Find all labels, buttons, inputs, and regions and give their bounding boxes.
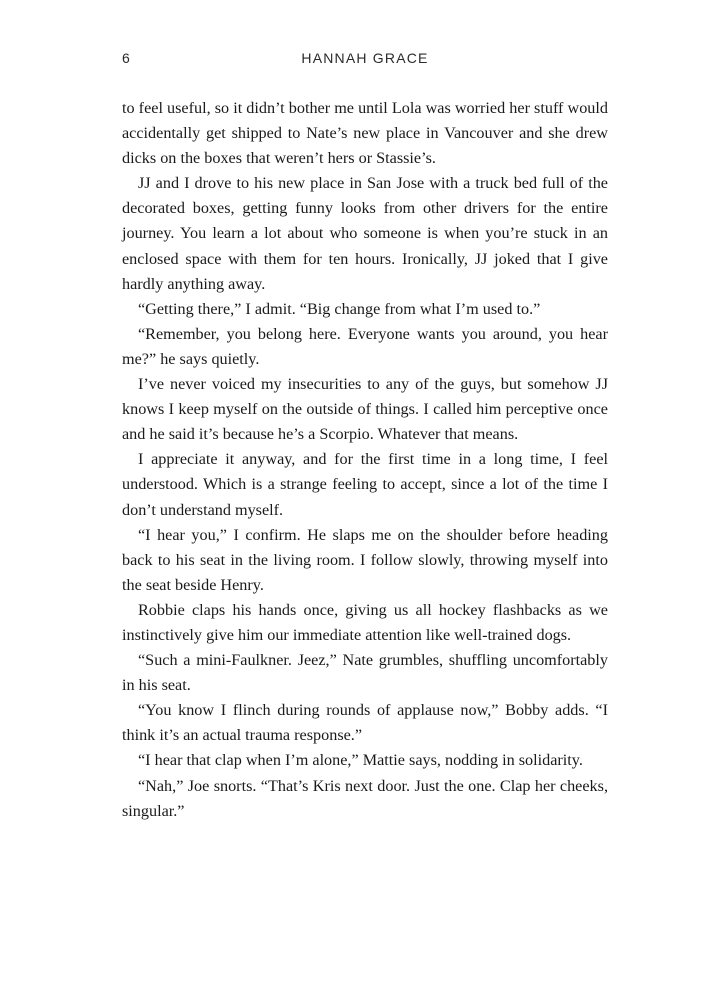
running-head-author: HANNAH GRACE <box>301 50 429 66</box>
paragraph: I’ve never voiced my insecurities to any of the guys, but somehow JJ knows I keep myself on the outside of things. I called him perceptive once and he said it’s because he’s a Scorpio. Whatever that means. <box>122 375 608 444</box>
paragraph: “I hear you,” I confirm. He slaps me on the shoulder before heading back to his seat in the living room. I follow slowly, throwing myself into the seat beside Henry. <box>122 525 608 594</box>
paragraph: “Remember, you belong here. Everyone wants you around, you hear me?” he says quietly. <box>122 324 608 368</box>
body-text <box>122 96 608 824</box>
page-number: 6 <box>122 50 131 66</box>
paragraph: JJ and I drove to his new place in San Jose with a truck bed full of the decorated boxes, getting funny looks from other drivers for the entire journey. You learn a lot about who someone is when you’re stuck in an enclosed space with them for ten hours. Ironically, JJ joked that I give hardly anything away. <box>122 174 608 293</box>
paragraph: “Nah,” Joe snorts. “That’s Kris next door. Just the one. Clap her cheeks, singular.” <box>122 776 608 820</box>
paragraph: “Getting there,” I admit. “Big change from what I’m used to.” <box>138 299 541 318</box>
paragraph: Robbie claps his hands once, giving us all hockey flashbacks as we instinctively give him our immediate attention like well-trained dogs. <box>122 600 608 644</box>
paragraph: to feel useful, so it didn’t bother me until Lola was worried her stuff would accidentally get shipped to Nate’s new place in Vancouver and she drew dicks on the boxes that weren’t hers or Stassie’s. <box>122 99 608 168</box>
page-header <box>122 50 608 72</box>
paragraph: “I hear that clap when I’m alone,” Mattie says, nodding in solidarity. <box>138 751 583 770</box>
paragraph: “Such a mini-Faulkner. Jeez,” Nate grumbles, shuffling uncomfortably in his seat. <box>122 651 608 695</box>
paragraph: “You know I flinch during rounds of applause now,” Bobby adds. “I think it’s an actual trauma response.” <box>122 701 608 745</box>
paragraph: I appreciate it anyway, and for the first time in a long time, I feel understood. Which is a strange feeling to accept, since a lot of the time I don’t understand myself. <box>122 450 608 519</box>
